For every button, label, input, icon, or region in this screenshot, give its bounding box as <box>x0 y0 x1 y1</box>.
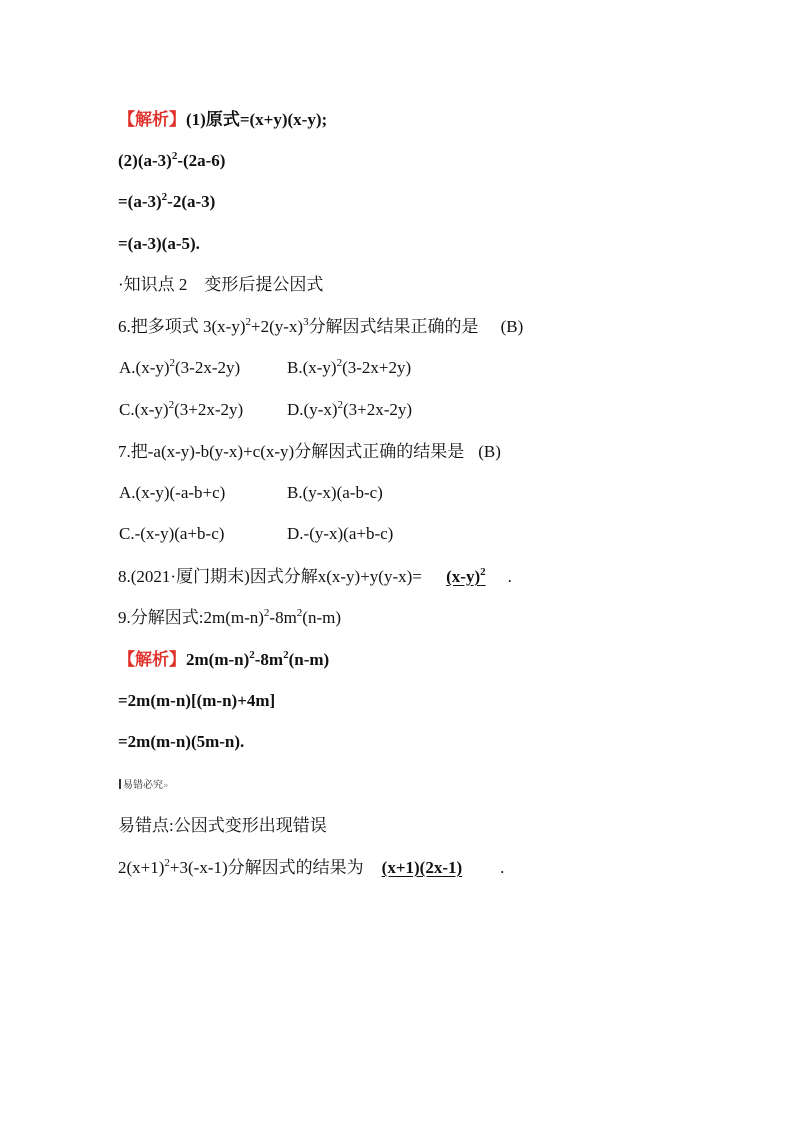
analysis-text: (1)原式=(x+y)(x-y); <box>186 110 328 129</box>
question-6-option-d <box>287 399 412 421</box>
tag-bar-icon <box>119 779 121 789</box>
error-point-heading: 易错点:公因式变形出现错误 <box>118 816 327 835</box>
option-text: (3+2x-2y) <box>174 400 244 419</box>
analysis-line-2 <box>118 150 225 172</box>
analysis-line-4: =(a-3)(a-5). <box>118 234 200 253</box>
exponent: 2 <box>171 150 178 162</box>
stem-part: 分解因式结果正确的是 <box>308 317 479 336</box>
question-6-option-b <box>287 357 411 379</box>
question-8-answer <box>426 567 507 586</box>
exponent: 2 <box>161 191 168 203</box>
tag-label: 易错必究 <box>123 780 163 791</box>
error-section-tag <box>119 779 169 793</box>
question-6-answer: (B) <box>500 317 524 336</box>
option-text: (3+2x-2y) <box>343 400 413 419</box>
double-arrow-icon: » <box>163 781 169 791</box>
option-text: (3-2x-2y) <box>175 358 241 377</box>
expr-part: -8m <box>254 650 284 669</box>
analysis-2-line-1 <box>118 649 329 671</box>
option-text: A.(x-y) <box>119 358 170 377</box>
exponent: 2 <box>249 649 255 661</box>
option-text: C.(x-y) <box>119 400 169 419</box>
exponent: 2 <box>336 357 343 369</box>
analysis-tag: 【解析】 <box>118 650 186 669</box>
stem-part: 7.把-a(x-y)-b(y-x)+c(x-y)分解因式正确的结果是 <box>118 442 465 461</box>
analysis-line-1 <box>118 109 327 131</box>
analysis-2-line-3: =2m(m-n)(5m-n). <box>118 732 245 751</box>
expr-part: -2(a-3) <box>167 192 216 211</box>
stem-part: 6.把多项式 3(x-y) <box>118 317 246 336</box>
question-7-option-b: B.(y-x)(a-b-c) <box>287 483 383 502</box>
exponent: 2 <box>168 399 175 411</box>
analysis-2-line-2: =2m(m-n)[(m-n)+4m] <box>118 691 276 710</box>
expr-part: =(a-3) <box>118 192 162 211</box>
stem-part: +3(-x-1)分解因式的结果为 <box>169 858 364 877</box>
expr-part: (2)(a-3) <box>118 151 172 170</box>
stem-part: -8m <box>269 608 297 627</box>
question-6-stem <box>118 316 523 338</box>
analysis-line-3 <box>118 191 215 213</box>
option-text: B.(x-y) <box>287 358 337 377</box>
exponent: 2 <box>337 399 344 411</box>
stem-part: 9.分解因式:2m(m-n) <box>118 608 264 627</box>
analysis-tag: 【解析】 <box>118 110 186 129</box>
answer-part: (x-y) <box>446 567 481 586</box>
stem-part: 8.(2021·厦门期末)因式分解x(x-y)+y(y-x)= <box>118 567 422 586</box>
exponent: 2 <box>245 316 251 328</box>
punctuation: . <box>500 858 505 877</box>
exponent: 2 <box>296 607 303 619</box>
stem-part: (n-m) <box>302 608 342 627</box>
stem-part: 2(x+1) <box>118 858 165 877</box>
question-10-answer <box>364 858 501 877</box>
exponent: 2 <box>164 857 170 869</box>
exponent: 3 <box>303 316 309 328</box>
question-6-option-c <box>119 399 243 421</box>
question-7-option-c: C.-(x-y)(a+b-c) <box>119 524 225 543</box>
question-9-stem <box>118 607 341 629</box>
option-text: (3-2x+2y) <box>342 358 412 377</box>
question-7-option-d: D.-(y-x)(a+b-c) <box>287 524 394 543</box>
question-8-stem <box>118 566 512 588</box>
expr-part: -(2a-6) <box>177 151 226 170</box>
stem-part: +2(y-x) <box>250 317 304 336</box>
expr-part: 2m(m-n) <box>186 650 250 669</box>
exponent: 2 <box>283 649 289 661</box>
option-text: D.(y-x) <box>287 400 338 419</box>
knowledge-point-heading: ·知识点 2 变形后提公因式 <box>118 275 324 294</box>
punctuation: . <box>507 567 512 586</box>
expr-part: (n-m) <box>288 650 330 669</box>
exponent: 2 <box>480 566 486 578</box>
exponent: 2 <box>263 607 270 619</box>
question-6-option-a <box>119 357 240 379</box>
question-7-answer: (B) <box>478 442 501 461</box>
question-7-stem <box>118 441 501 463</box>
exponent: 2 <box>169 357 176 369</box>
question-10-stem <box>118 857 504 879</box>
question-7-option-a: A.(x-y)(-a-b+c) <box>119 483 226 502</box>
answer-part: (x+1)(2x-1) <box>381 858 463 877</box>
